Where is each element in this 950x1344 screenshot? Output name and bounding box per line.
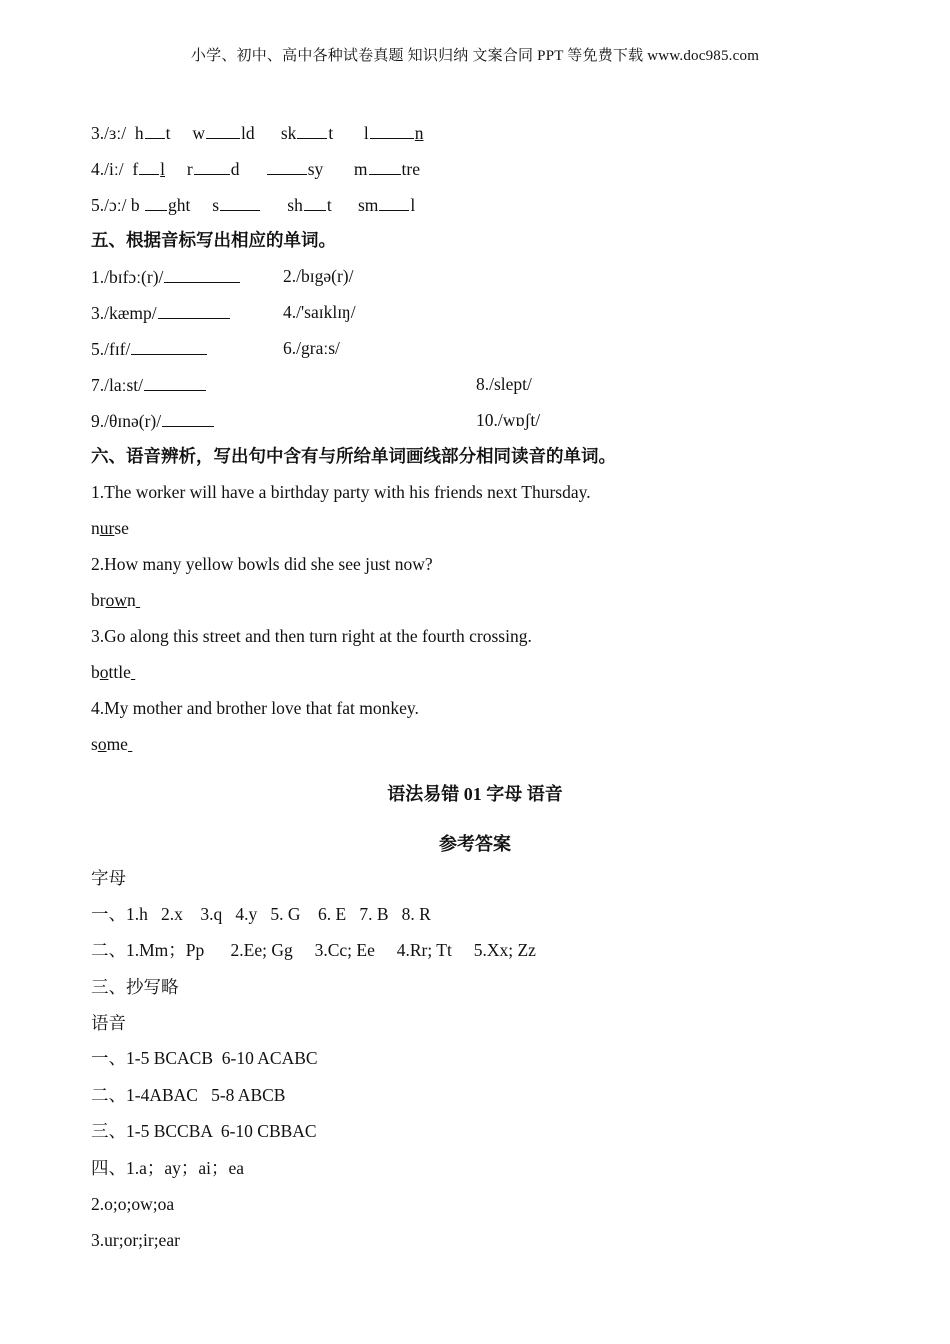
answer-blank[interactable]	[144, 373, 206, 391]
answer-line: 二、1-4ABAC 5-8 ABCB	[91, 1085, 286, 1105]
blank[interactable]	[369, 157, 401, 175]
question-item: 7./laːst/	[91, 373, 207, 396]
section5-title: 五、根据音标写出相应的单词。	[91, 230, 336, 250]
answer-line: 四、1.a；ay；ai；ea	[91, 1158, 245, 1178]
blank[interactable]	[297, 121, 327, 139]
blank[interactable]	[267, 157, 307, 175]
question-item: 9./θɪnə(r)/	[91, 409, 215, 432]
answer-line: 三、1-5 BCCBA 6-10 CBBAC	[91, 1121, 317, 1141]
sentence: 2.How many yellow bowls did she see just now?	[91, 554, 433, 574]
phonics-row-4: 4./iː/ f l r d sy m tre	[91, 159, 421, 179]
answers-subheading: 参考答案	[439, 834, 511, 854]
question-item: 6./graːs/	[283, 338, 340, 358]
question-item: 1./bɪfɔː(r)/	[91, 265, 241, 288]
question-item: 8./slept/	[476, 374, 532, 394]
answer-line: 一、1-5 BCACB 6-10 ACABC	[91, 1048, 318, 1068]
answer-blank[interactable]	[164, 265, 240, 283]
blank[interactable]	[220, 193, 260, 211]
question-item: 5./fɪf/	[91, 337, 208, 360]
answer-line: 一、1.h 2.x 3.q 4.y 5. G 6. E 7. B 8. R	[91, 904, 431, 924]
blank[interactable]	[206, 121, 240, 139]
blank[interactable]	[370, 121, 414, 139]
answer-blank[interactable]	[158, 301, 230, 319]
answers-heading: 语法易错 01 字母 语音	[387, 784, 563, 804]
section6-title: 六、语音辨析，写出句中含有与所给单词画线部分相同读音的单词。	[91, 446, 616, 466]
question-item: 4./'saɪklɪŋ/	[283, 302, 356, 322]
key-word: some	[91, 734, 128, 754]
blank[interactable]	[139, 157, 159, 175]
blank[interactable]	[304, 193, 326, 211]
blank[interactable]	[145, 121, 165, 139]
phonics-row-3: 3./ɜː/ h t w ld sk t l n	[91, 123, 424, 143]
sentence: 1.The worker will have a birthday party with his friends next Thursday.	[91, 482, 591, 502]
page-header: 小学、初中、高中各种试卷真题 知识归纳 文案合同 PPT 等免费下载 www.doc985.com	[190, 48, 760, 64]
key-word: nurse	[91, 518, 129, 538]
sentence: 3.Go along this street and then turn right at the fourth crossing.	[91, 626, 532, 646]
answer-blank[interactable]	[131, 337, 207, 355]
key-word: brown	[91, 590, 136, 610]
sentence: 4.My mother and brother love that fat monkey.	[91, 698, 419, 718]
answer-line: 三、抄写略	[91, 977, 179, 997]
question-item: 10./wɒʃt/	[476, 410, 541, 430]
blank[interactable]	[194, 157, 230, 175]
answer-blank[interactable]	[162, 409, 214, 427]
answer-line: 3.ur;or;ir;ear	[91, 1230, 180, 1250]
answers-letters-label: 字母	[91, 868, 126, 888]
question-item: 3./kæmp/	[91, 301, 231, 324]
answers-phonics-label: 语音	[91, 1013, 126, 1033]
blank[interactable]	[145, 193, 167, 211]
question-item: 2./bɪgə(r)/	[283, 266, 354, 286]
blank[interactable]	[379, 193, 409, 211]
answer-line: 2.o;o;ow;oa	[91, 1194, 175, 1214]
answer-line: 二、1.Mm；Pp 2.Ee; Gg 3.Cc; Ee 4.Rr; Tt 5.Xx; Zz	[91, 940, 536, 960]
phonics-row-5: 5./ɔː/ b ght s sh t sm l	[91, 195, 416, 215]
key-word: bottle	[91, 662, 131, 682]
